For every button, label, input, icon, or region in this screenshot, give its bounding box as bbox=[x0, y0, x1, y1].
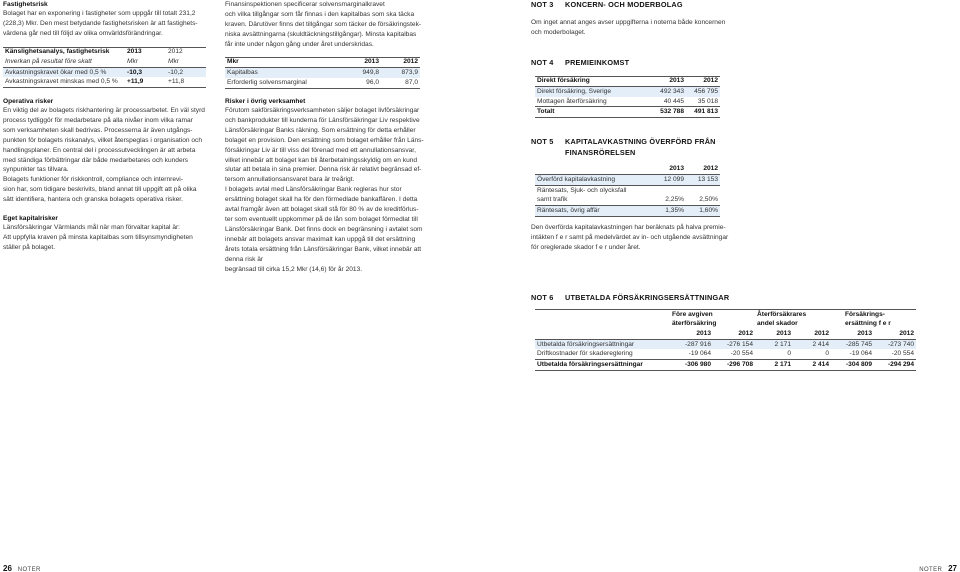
not3-number: NOT 3 bbox=[531, 0, 554, 9]
ovrig-verksamhet-heading: Risker i övrig verksamhet bbox=[225, 98, 306, 105]
table-row bbox=[535, 339, 916, 349]
row-label: Direkt försäkring, Sverige bbox=[535, 86, 645, 96]
table-row bbox=[535, 206, 720, 217]
footer-left bbox=[3, 564, 41, 572]
table-row bbox=[3, 77, 206, 87]
table-row bbox=[535, 86, 720, 96]
not6-year-2012-c: 2012 bbox=[874, 329, 916, 339]
row-value-2013: +11,9 bbox=[127, 78, 144, 86]
kap-table-head: Mkr bbox=[225, 57, 340, 67]
kapitalbas-table bbox=[225, 57, 420, 87]
table-row bbox=[535, 97, 720, 107]
row-label: Erforderlig solvensmarginal bbox=[227, 78, 307, 86]
row-value-2012: -10,2 bbox=[166, 67, 206, 77]
row-value: -20 554 bbox=[713, 349, 755, 359]
not4-table-head: Direkt försäkring bbox=[535, 76, 645, 86]
total-value: -294 294 bbox=[874, 360, 916, 371]
row-value-2013: -10,3 bbox=[125, 67, 166, 77]
page-number-left: 26 bbox=[3, 564, 12, 572]
sens-year-2013: 2013 bbox=[127, 48, 142, 55]
not6-title: UTBETALDA FÖRSÄKRINGSERSÄTTNINGAR bbox=[565, 293, 730, 302]
sens-year-2012: 2012 bbox=[168, 48, 183, 55]
row-value-2013: 949,8 bbox=[340, 67, 381, 77]
total-value: -304 809 bbox=[831, 360, 874, 371]
row-value: -287 916 bbox=[670, 339, 713, 349]
row-label: Räntesats, Sjuk- och olycksfall samt trafik bbox=[535, 185, 645, 206]
row-value-2013: 2,25% bbox=[645, 185, 686, 206]
row-value-2012: 456 795 bbox=[686, 86, 720, 96]
eget-kapitalrisker-heading: Eget kapitalrisker bbox=[3, 215, 58, 222]
not6-number: NOT 6 bbox=[531, 293, 554, 302]
eget-kapitalrisker-text: Länsförsäkringar Värmlands mål när man förvaltar kapital är: Att uppfylla kraven på minsta kapitalbas som tillsynsmyndigheten ställer på bolaget. bbox=[3, 224, 193, 251]
row-label: Räntesats, övrig affär bbox=[535, 206, 645, 217]
not3-text: Om inget annat anges avser uppgifterna i noterna både koncernen och moderbolaget. bbox=[531, 19, 726, 36]
table-row bbox=[535, 185, 720, 206]
row-value: -285 745 bbox=[831, 339, 874, 349]
operativa-risker-heading: Operativa risker bbox=[3, 98, 54, 105]
table-row bbox=[225, 67, 420, 77]
sens-table-bottom-rule bbox=[3, 87, 206, 88]
row-value: -20 554 bbox=[874, 349, 916, 359]
not4-year-2012: 2012 bbox=[686, 76, 720, 86]
sens-unit-2013: Mkr bbox=[125, 57, 166, 67]
section-label-right: NOTER bbox=[919, 567, 943, 572]
total-value: -306 980 bbox=[670, 360, 713, 371]
page-number-right: 27 bbox=[948, 564, 957, 572]
row-label: Driftkostnader för skadereglering bbox=[535, 349, 670, 359]
sens-subtitle: Inverkan på resultat före skatt bbox=[3, 57, 125, 67]
kapitalavkastning-table bbox=[535, 164, 720, 217]
row-label: Utbetalda försäkringsersättningar bbox=[535, 339, 670, 349]
not5-number: NOT 5 bbox=[531, 137, 554, 146]
not4-number: NOT 4 bbox=[531, 58, 554, 67]
row-value-2012: 35 018 bbox=[686, 97, 720, 107]
not3-title: KONCERN- OCH MODERBOLAG bbox=[565, 0, 683, 9]
row-label: Avkastningskravet ökar med 0,5 % bbox=[3, 67, 125, 77]
row-label: Kapitalbas bbox=[225, 67, 340, 77]
not5-year-2013: 2013 bbox=[645, 164, 686, 174]
not6-year-2013-c: 2013 bbox=[831, 329, 874, 339]
row-value-2013: 1,35% bbox=[645, 206, 686, 217]
row-value: 2 171 bbox=[755, 339, 793, 349]
footer-right bbox=[919, 564, 957, 572]
row-value-2013: 492 343 bbox=[645, 86, 686, 96]
row-value: -19 064 bbox=[670, 349, 713, 359]
table-row bbox=[3, 67, 206, 77]
row-label: Mottagen återförsäkring bbox=[535, 97, 645, 107]
not6-group-fore: Före avgiven äterförsäkring bbox=[672, 311, 717, 328]
not4-year-2013: 2013 bbox=[645, 76, 686, 86]
row-value-2012: +11,8 bbox=[168, 78, 185, 86]
fastighetsrisk-heading: Fastighetsrisk bbox=[3, 1, 48, 8]
total-row bbox=[535, 360, 916, 371]
row-value: -276 154 bbox=[713, 339, 755, 349]
not6-year-2012-a: 2012 bbox=[713, 329, 755, 339]
row-value: 0 bbox=[793, 349, 831, 359]
sens-unit-2012: Mkr bbox=[166, 57, 206, 67]
total-value: -296 708 bbox=[713, 360, 755, 371]
sens-table-title: Känslighetsanalys, fastighetsrisk bbox=[5, 48, 110, 55]
row-value-2013: 12 099 bbox=[645, 174, 686, 185]
not6-year-2012-b: 2012 bbox=[793, 329, 831, 339]
operativa-risker-text: En viktig del av bolagets riskhantering är processarbetet. En väl styrd process tydliggör för medarbetare på alla nivåer inom vilka ramar som verksamheten skall bedrivas. Processerna är även utgångs- punkten för bolagets riskanalys, vilket återspeglas i organisation och handlingsplaner. En central del i processutvecklingen är att arbeta med ständiga förbättringar där både medarbetares och kunders synpunkter tas tillvara. Bolagets funktioner för riskkontroll, compliance och internrevi- sion har, som tidigare beskrivits, bland annat till uppgift att på olika sätt identifiera, hantera och granska bolagets operativa risker. bbox=[3, 107, 205, 204]
table-row bbox=[225, 78, 420, 88]
row-value-2013: 40 445 bbox=[645, 97, 686, 107]
not6-group-aterforsakrare: Återförsäkrares andel skador bbox=[757, 311, 807, 328]
row-value-2012: 873,9 bbox=[381, 67, 420, 77]
row-value-2012: 87,0 bbox=[405, 78, 418, 86]
row-value-2013: 96,0 bbox=[366, 78, 379, 86]
not4-title: PREMIEINKOMST bbox=[565, 58, 630, 67]
not5-year-2012: 2012 bbox=[686, 164, 720, 174]
not6-group-fer: Försäkrings- ersättning f e r bbox=[845, 311, 891, 328]
table-row bbox=[535, 349, 916, 359]
row-label: Avkastningskravet minskas med 0,5 % bbox=[5, 78, 118, 86]
not6-year-2013-a: 2013 bbox=[670, 329, 713, 339]
not5-text: Den överförda kapitalavkastningen har beräknats på halva premie- intäkten f e r samt på medelvärdet av in- och utgående avsättningar för oreglerade skador f e r under året. bbox=[531, 224, 729, 251]
total-label: Utbetalda försäkringsersättningar bbox=[535, 360, 670, 371]
row-label: Överförd kapitalavkastning bbox=[535, 174, 645, 185]
forsakringsersattningar-table bbox=[535, 310, 916, 371]
premieinkomst-table bbox=[535, 76, 720, 118]
kap-table-bottom-rule bbox=[225, 88, 420, 89]
total-label: Totalt bbox=[535, 107, 645, 118]
row-value-2012: 1,60% bbox=[686, 206, 720, 217]
total-value-2012: 491 813 bbox=[686, 107, 720, 118]
total-value: 2 414 bbox=[793, 360, 831, 371]
row-value: -273 740 bbox=[874, 339, 916, 349]
row-value: -19 064 bbox=[831, 349, 874, 359]
kap-year-2013: 2013 bbox=[340, 57, 381, 67]
total-value: 2 171 bbox=[755, 360, 793, 371]
table-row bbox=[535, 174, 720, 185]
row-value: 2 414 bbox=[793, 339, 831, 349]
row-value-2012: 2,50% bbox=[686, 185, 720, 206]
sensitivity-table bbox=[3, 47, 206, 87]
fastighetsrisk-text: Bolaget har en exponering i fastigheter som uppgår till totalt 231,2 (228,3) Mkr. Den mest betydande fastighetsrisken är att fastighets- värdena går ned till följd av olika omvärldsförändringar. bbox=[3, 10, 198, 37]
section-label-left: NOTER bbox=[17, 567, 41, 572]
not6-year-2013-b: 2013 bbox=[755, 329, 793, 339]
kap-year-2012: 2012 bbox=[381, 57, 420, 67]
not5-title: KAPITALAVKASTNING ÖVERFÖRD FRÅN FINANSRÖRELSEN bbox=[565, 137, 716, 157]
row-value-2012: 13 153 bbox=[686, 174, 720, 185]
solvens-intro-text: Finansinspektionen specificerar solvensmarginalkravet och vilka tillgångar som får finnas i den kapitalbas som ska täcka kraven. Därutöver finns det tillgångar som täcker de försäkringstek- niska avsättningarna (skuldtäckningstillgångar). Minsta kapitalbas får inte under någon gång under året underskridas. bbox=[225, 1, 422, 48]
total-value-2013: 532 788 bbox=[645, 107, 686, 118]
ovrig-verksamhet-text: Förutom sakförsäkringsverksamheten säljer bolaget livförsäkringar och bankprodukter till kunderna för Länsförsäkringar Liv respektive Länsförsäkringar Banks räkning. Som ersättning för detta erhåller bolaget en provision. Den ersättning som bolaget erhåller från Läns- försäkringar Liv är till viss del förenad med ett annullationsansvar, vilket innebär att bolaget kan bli återbetalningsskyldig om en kund slutar att betala in sina premier. Denna risk är relativt begränsad ef- tersom annullationsansvaret bara är treårigt. I bolagets avtal med Länsförsäkringar Bank regleras hur stor ersättning bolaget skall ha för den förmedlade bankaffären. I detta avtal framgår även att bolaget skall stå för 80 % av de kreditförlus- ter som eventuellt uppkommer på de lån som bolaget förmedlat till Länsförsäkringar Bank. Det finns dock en begränsning i avtalet som innebär att bolagets ansvar maximalt kan uppgå till det ersättning årets totala ersättning från Länsförsäkringar Bank, vilket innebär att denna risk är begränsad till cirka 15,2 Mkr (14,6) för år 2013. bbox=[225, 107, 424, 273]
total-row bbox=[535, 107, 720, 118]
row-value: 0 bbox=[755, 349, 793, 359]
